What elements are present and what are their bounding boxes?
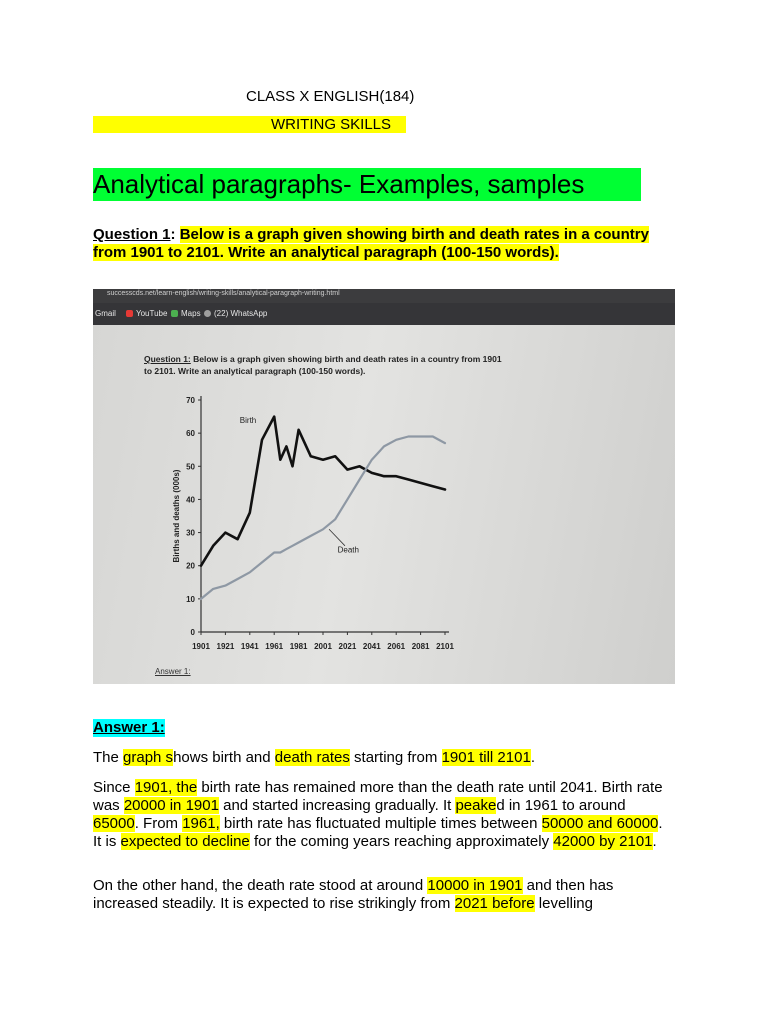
answer-paragraph-3	[93, 877, 673, 913]
highlighted-phrase: 50000 and 60000	[541, 815, 659, 832]
series-line-birth	[201, 417, 445, 566]
highlighted-phrase: graph s	[123, 749, 174, 766]
browser-url-text: successcds.net/learn-english/writing-skills/analytical-paragraph-writing.html	[107, 290, 340, 297]
paragraph-text: birth rate has fluctuated multiple times between	[219, 815, 542, 832]
highlighted-phrase: expected to decline	[120, 833, 250, 850]
x-tick-label: 1921	[216, 642, 235, 651]
x-tick-label: 1981	[289, 642, 308, 651]
y-tick-label: 60	[186, 429, 195, 439]
x-tick-label: 1961	[265, 642, 284, 651]
question-text: Below is a graph given showing birth and death rates in a country from 1901 to 2101. Write an analytical paragraph (100-150 words).	[93, 226, 649, 261]
highlighted-phrase: 1961,	[182, 815, 220, 832]
answer-paragraph-2	[93, 779, 673, 851]
highlighted-phrase: death rates	[274, 749, 350, 766]
y-tick-label: 70	[186, 396, 195, 405]
y-tick-label: 10	[186, 594, 195, 604]
y-tick-label: 0	[190, 628, 195, 637]
paragraph-text: for the coming years reaching approximately	[249, 833, 554, 850]
question-label: Question 1	[93, 226, 171, 243]
question-colon: :	[170, 226, 176, 243]
bookmark-maps: Maps	[171, 309, 201, 318]
bookmark-youtube: YouTube	[126, 309, 167, 318]
highlighted-phrase: peake	[455, 797, 497, 814]
x-tick-label: 2041	[362, 642, 381, 651]
photo-question-text: Question 1: Below is a graph given showing birth and death rates in a country from 1901 to 2101. Write an analytical paragraph (100-150 words).	[144, 354, 502, 376]
photo-answer-label: Answer 1:	[155, 667, 191, 676]
paragraph-text: birth rate has remained more than the death rate until 2041. Birth rate was	[93, 779, 663, 814]
paragraph-text: and then has increased steadily. It is expected to rise strikingly from	[93, 877, 614, 912]
paragraph-text: starting from	[349, 749, 442, 766]
paragraph-text: .	[530, 749, 535, 766]
x-tick-label: 2001	[314, 642, 332, 651]
y-tick-label: 40	[186, 495, 195, 505]
x-tick-label: 2021	[338, 642, 357, 651]
paragraph-text: On the other hand, the death rate stood at around	[93, 877, 428, 894]
paragraph-text: d in 1961 to around	[496, 797, 626, 814]
graph-photo	[93, 289, 675, 684]
bookmark-gmail: Gmail	[95, 309, 116, 318]
y-axis-label: Births and deaths (000s)	[172, 469, 181, 563]
highlighted-phrase: 10000 in 1901	[427, 877, 523, 894]
death-series-label: Death	[337, 545, 359, 555]
y-tick-label: 20	[186, 561, 195, 571]
birth-death-chart	[93, 289, 675, 684]
x-tick-label: 2101	[436, 642, 454, 651]
highlighted-phrase: 2021 before	[454, 895, 535, 912]
writing-skills-heading: WRITING SKILLS	[271, 116, 392, 133]
answer-paragraph-1	[93, 749, 673, 767]
highlighted-phrase: 65000	[93, 815, 135, 832]
paragraph-text: .	[652, 833, 657, 850]
x-tick-label: 1901	[192, 642, 210, 651]
y-tick-label: 50	[186, 462, 195, 472]
paragraph-text: and started increasing gradually. It	[218, 797, 456, 814]
y-tick-label: 30	[186, 528, 195, 538]
paragraph-text: hows birth and	[173, 749, 275, 766]
highlighted-phrase: 1901 till 2101	[441, 749, 531, 766]
birth-series-label: Birth	[239, 416, 257, 426]
paragraph-text: Since	[93, 779, 135, 796]
highlighted-phrase: 20000 in 1901	[123, 797, 219, 814]
highlighted-phrase: 42000 by 2101	[553, 833, 653, 850]
question-1	[93, 226, 653, 262]
class-heading: CLASS X ENGLISH(184)	[246, 88, 415, 105]
paragraph-text: . From	[134, 815, 183, 832]
x-tick-label: 2061	[387, 642, 406, 651]
paragraph-text: The	[93, 749, 124, 766]
x-tick-label: 1941	[240, 642, 259, 651]
paragraph-text: . It is	[93, 815, 663, 850]
page-title: Analytical paragraphs- Examples, samples	[93, 168, 641, 201]
paragraph-text: levelling	[534, 895, 593, 912]
highlighted-phrase: 1901, the	[134, 779, 198, 796]
bookmark-whatsapp: (22) WhatsApp	[204, 309, 267, 318]
x-tick-label: 2081	[411, 642, 430, 651]
death-label-pointer	[329, 529, 345, 546]
answer-heading: Answer 1:	[93, 719, 165, 736]
